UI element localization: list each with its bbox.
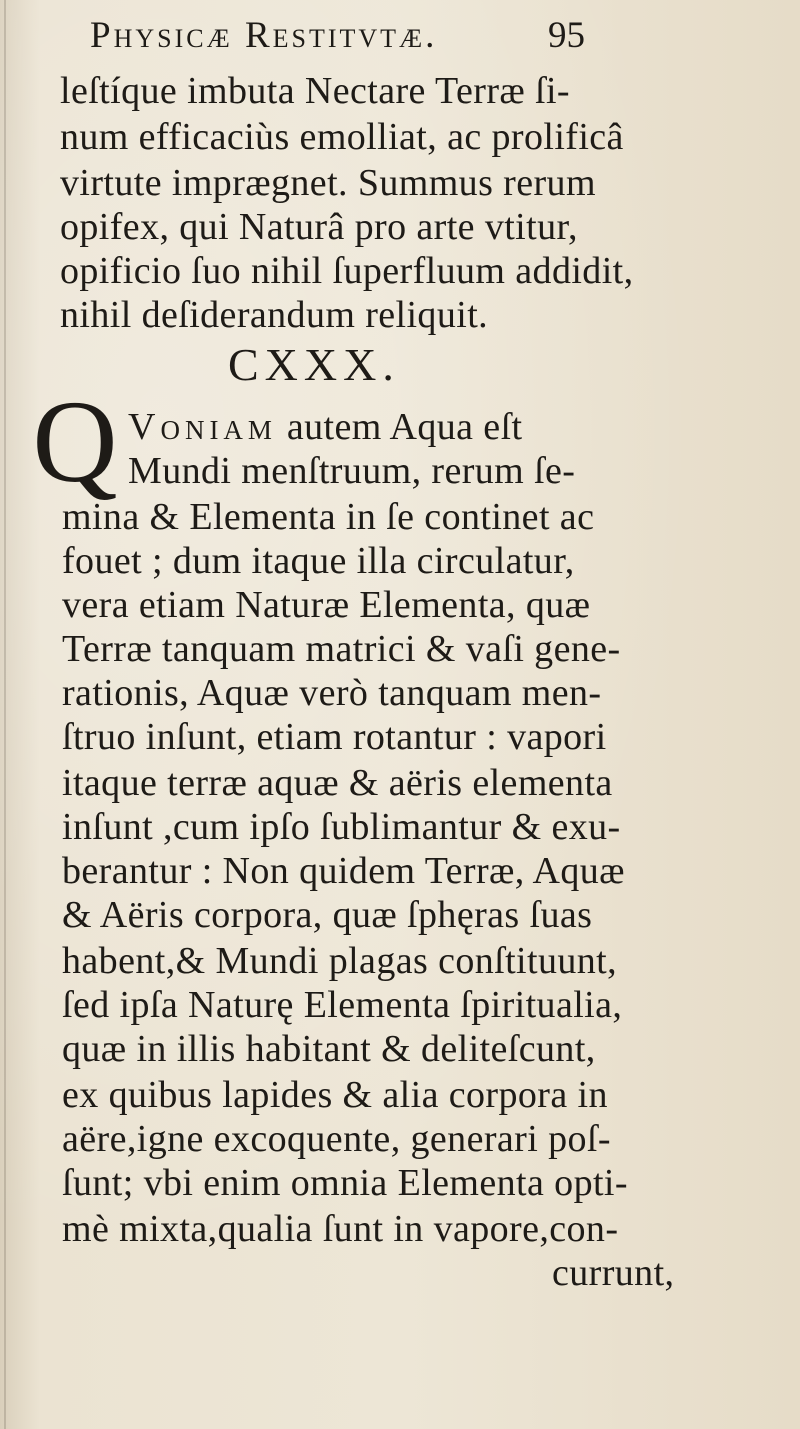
text-line: Mundi menſtruum, rerum ſe- xyxy=(128,450,576,492)
page-number: 95 xyxy=(548,15,585,56)
text-line: fouet ; dum itaque illa circulatur, xyxy=(62,540,575,582)
text-line: rationis, Aquæ verò tanquam men- xyxy=(62,672,602,714)
text-line: aëre,igne excoquente, generari poſ- xyxy=(62,1118,611,1160)
text-line: leſtíque imbuta Nectare Terræ ſi- xyxy=(60,70,570,112)
text-line: opifex, qui Naturâ pro arte vtitur, xyxy=(60,206,578,248)
text-line: opificio ſuo nihil ſuperfluum addidit, xyxy=(60,250,634,292)
text-line: & Aëris corpora, quæ ſphęras ſuas xyxy=(62,894,593,936)
text-line: quæ in illis habitant & delitеſcunt, xyxy=(62,1028,596,1070)
running-head: Physicæ Restitvtæ. xyxy=(90,15,438,56)
page-header xyxy=(90,14,630,66)
text-line: inſunt ,cum ipſo ſublimantur & exu- xyxy=(62,806,621,848)
text-line: ſtruo inſunt, etiam rotantur : vapori xyxy=(62,716,607,758)
text-line: itaque terræ aquæ & aëris elementa xyxy=(62,762,613,804)
first-line-rest: autem Aqua eſt xyxy=(286,406,523,448)
text-line xyxy=(128,404,523,450)
text-line: habent,& Mundi plagas conſtituunt, xyxy=(62,940,618,982)
text-line: ex quibus lapides & alia corpora in xyxy=(62,1074,608,1116)
catchword: currunt, xyxy=(552,1252,675,1294)
text-line: berantur : Non quidem Terræ, Aquæ xyxy=(62,850,625,892)
text-line: num efficaciùs emolliat, ac prolificâ xyxy=(60,116,624,158)
text-line: Terræ tanquam matrici & vaſi gene- xyxy=(62,628,621,670)
text-line: mina & Elementa in ſe continet ac xyxy=(62,496,595,538)
chapter-number: CXXX. xyxy=(228,339,400,390)
opening-word: Voniam xyxy=(128,406,277,448)
text-line: ſunt; vbi enim omnia Elementa opti- xyxy=(62,1162,628,1204)
text-line: mè mixta,qualia ſunt in vapore,con- xyxy=(62,1208,619,1250)
text-line: vera etiam Naturæ Elementa, quæ xyxy=(62,584,591,626)
text-line: nihil deſiderandum reliquit. xyxy=(60,294,489,336)
text-line: virtute imprægnet. Summus rerum xyxy=(60,162,596,204)
page-edge xyxy=(4,0,6,1429)
drop-cap: Q xyxy=(32,376,118,507)
text-line: ſed ipſa Naturę Elementa ſpiritualia, xyxy=(62,984,623,1026)
